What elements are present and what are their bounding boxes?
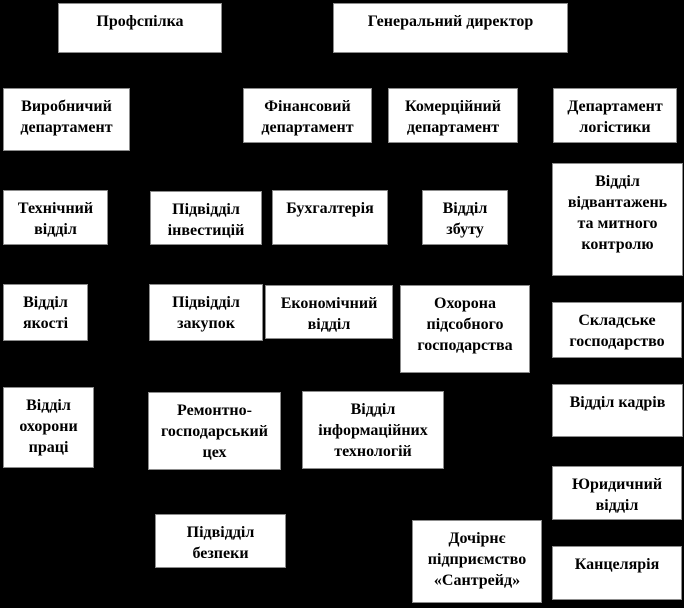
org-node-label-line: господарський xyxy=(161,423,268,440)
org-node-label-line: Дочірнє xyxy=(448,530,506,547)
org-node-label-line: Комерційний xyxy=(405,98,501,115)
org-node-departament-lohistyky xyxy=(553,88,677,143)
org-node-vyrobnychyi-departament xyxy=(3,88,130,151)
org-node-label-line: та митного xyxy=(577,215,658,232)
org-node-label-line: департамент xyxy=(261,119,354,136)
org-node-pidviddil-investytsii xyxy=(150,191,262,245)
org-node-label-line: охорони xyxy=(19,418,78,435)
org-node-label-line: «Сантрейд» xyxy=(433,572,521,589)
org-node-label-line: Економічний xyxy=(280,295,378,312)
org-node-viddil-okhorony-pratsi xyxy=(3,387,94,468)
org-node-ekonomichnyi-viddil xyxy=(265,285,393,339)
org-node-label-line: праці xyxy=(28,439,69,456)
org-node-label-line: Відділ xyxy=(23,294,68,311)
org-node-label-line: департамент xyxy=(20,119,113,136)
org-node-yurydychnyi-viddil xyxy=(552,466,682,520)
org-node-label-line: Генеральний директор xyxy=(367,13,534,30)
org-node-label-line: Підвідділ xyxy=(172,201,240,218)
org-node-label-line: контролю xyxy=(581,236,654,253)
org-node-label-line: якості xyxy=(22,315,69,332)
org-node-label-line: департамент xyxy=(406,119,500,136)
org-node-label-line: Підвідділ xyxy=(172,294,240,311)
org-node-label-line: господарства xyxy=(417,337,513,354)
org-node-label-line: Охорона xyxy=(434,295,496,312)
org-node-viddil-yakosti xyxy=(3,284,88,341)
org-node-label-line: Відділ кадрів xyxy=(569,394,666,411)
org-node-finansovyi-departament xyxy=(243,88,372,143)
org-node-label-line: інформаційних xyxy=(318,422,428,439)
org-node-okhorona-pidsobnoho-hospodarstva xyxy=(400,285,530,373)
org-node-label-line: відділ xyxy=(307,316,351,333)
org-node-label-line: Відділ xyxy=(350,401,396,418)
org-node-bukhhalteriia xyxy=(272,190,388,245)
org-node-pidviddil-bezpeky xyxy=(155,514,286,568)
org-node-viddil-informatsiinykh-tekhnolohii xyxy=(302,391,444,469)
org-node-label-line: Бухгалтерія xyxy=(286,200,374,217)
org-node-label-line: Підвідділ xyxy=(186,524,255,541)
org-node-viddil-vidvantazhen-ta-mytnoho-kontroliu xyxy=(552,163,683,276)
org-node-kantseliariia xyxy=(552,546,682,600)
org-node-komertsiinyi-departament xyxy=(388,88,518,143)
org-node-label-line: підсобного xyxy=(426,316,504,333)
org-node-label-line: технологій xyxy=(334,443,412,460)
org-node-label-line: підприємство xyxy=(427,551,527,568)
org-node-pidviddil-zakupok xyxy=(149,284,263,341)
org-node-label-line: Департамент xyxy=(567,98,663,115)
org-node-label-line: Відділ xyxy=(442,200,488,217)
org-node-label-line: Виробничий xyxy=(21,98,112,115)
org-node-remontno-hospodarskyi-tsekh xyxy=(148,392,281,470)
org-node-tekhnichnyi-viddil xyxy=(3,190,108,245)
org-node-label-line: закупок xyxy=(177,315,235,332)
org-node-dochirnie-pidpryiemstvo-santreid xyxy=(412,520,542,603)
org-node-label-line: безпеки xyxy=(192,545,249,562)
org-node-label-line: інвестицій xyxy=(167,222,245,239)
org-node-label-line: Профспілка xyxy=(96,13,184,30)
org-node-label-line: Відділ xyxy=(26,397,71,414)
org-node-heneralnyi-dyrektor xyxy=(333,3,568,53)
org-node-skladske-hospodarstvo xyxy=(552,302,682,358)
org-node-label-line: збуту xyxy=(446,221,484,238)
org-node-viddil-kadriv xyxy=(552,384,683,437)
org-node-label-line: логістики xyxy=(579,119,651,136)
org-node-viddil-zbutu xyxy=(422,190,508,245)
org-node-label-line: Відділ xyxy=(595,173,640,190)
org-node-label-line: Ремонтно- xyxy=(177,402,252,419)
org-node-label-line: відділ xyxy=(595,497,639,514)
org-node-label-line: Канцелярія xyxy=(574,556,660,573)
org-node-label-line: відвантажень xyxy=(567,194,668,211)
org-node-label-line: господарство xyxy=(569,333,665,350)
org-node-label-line: цех xyxy=(202,444,227,461)
org-node-label-line: відділ xyxy=(34,221,77,238)
org-node-profspilka xyxy=(58,3,222,53)
org-node-label-line: Юридичний xyxy=(571,476,663,493)
org-node-label-line: Технічний xyxy=(17,200,94,217)
org-node-label-line: Фінансовий xyxy=(264,98,351,115)
org-node-label-line: Складське xyxy=(578,312,656,329)
